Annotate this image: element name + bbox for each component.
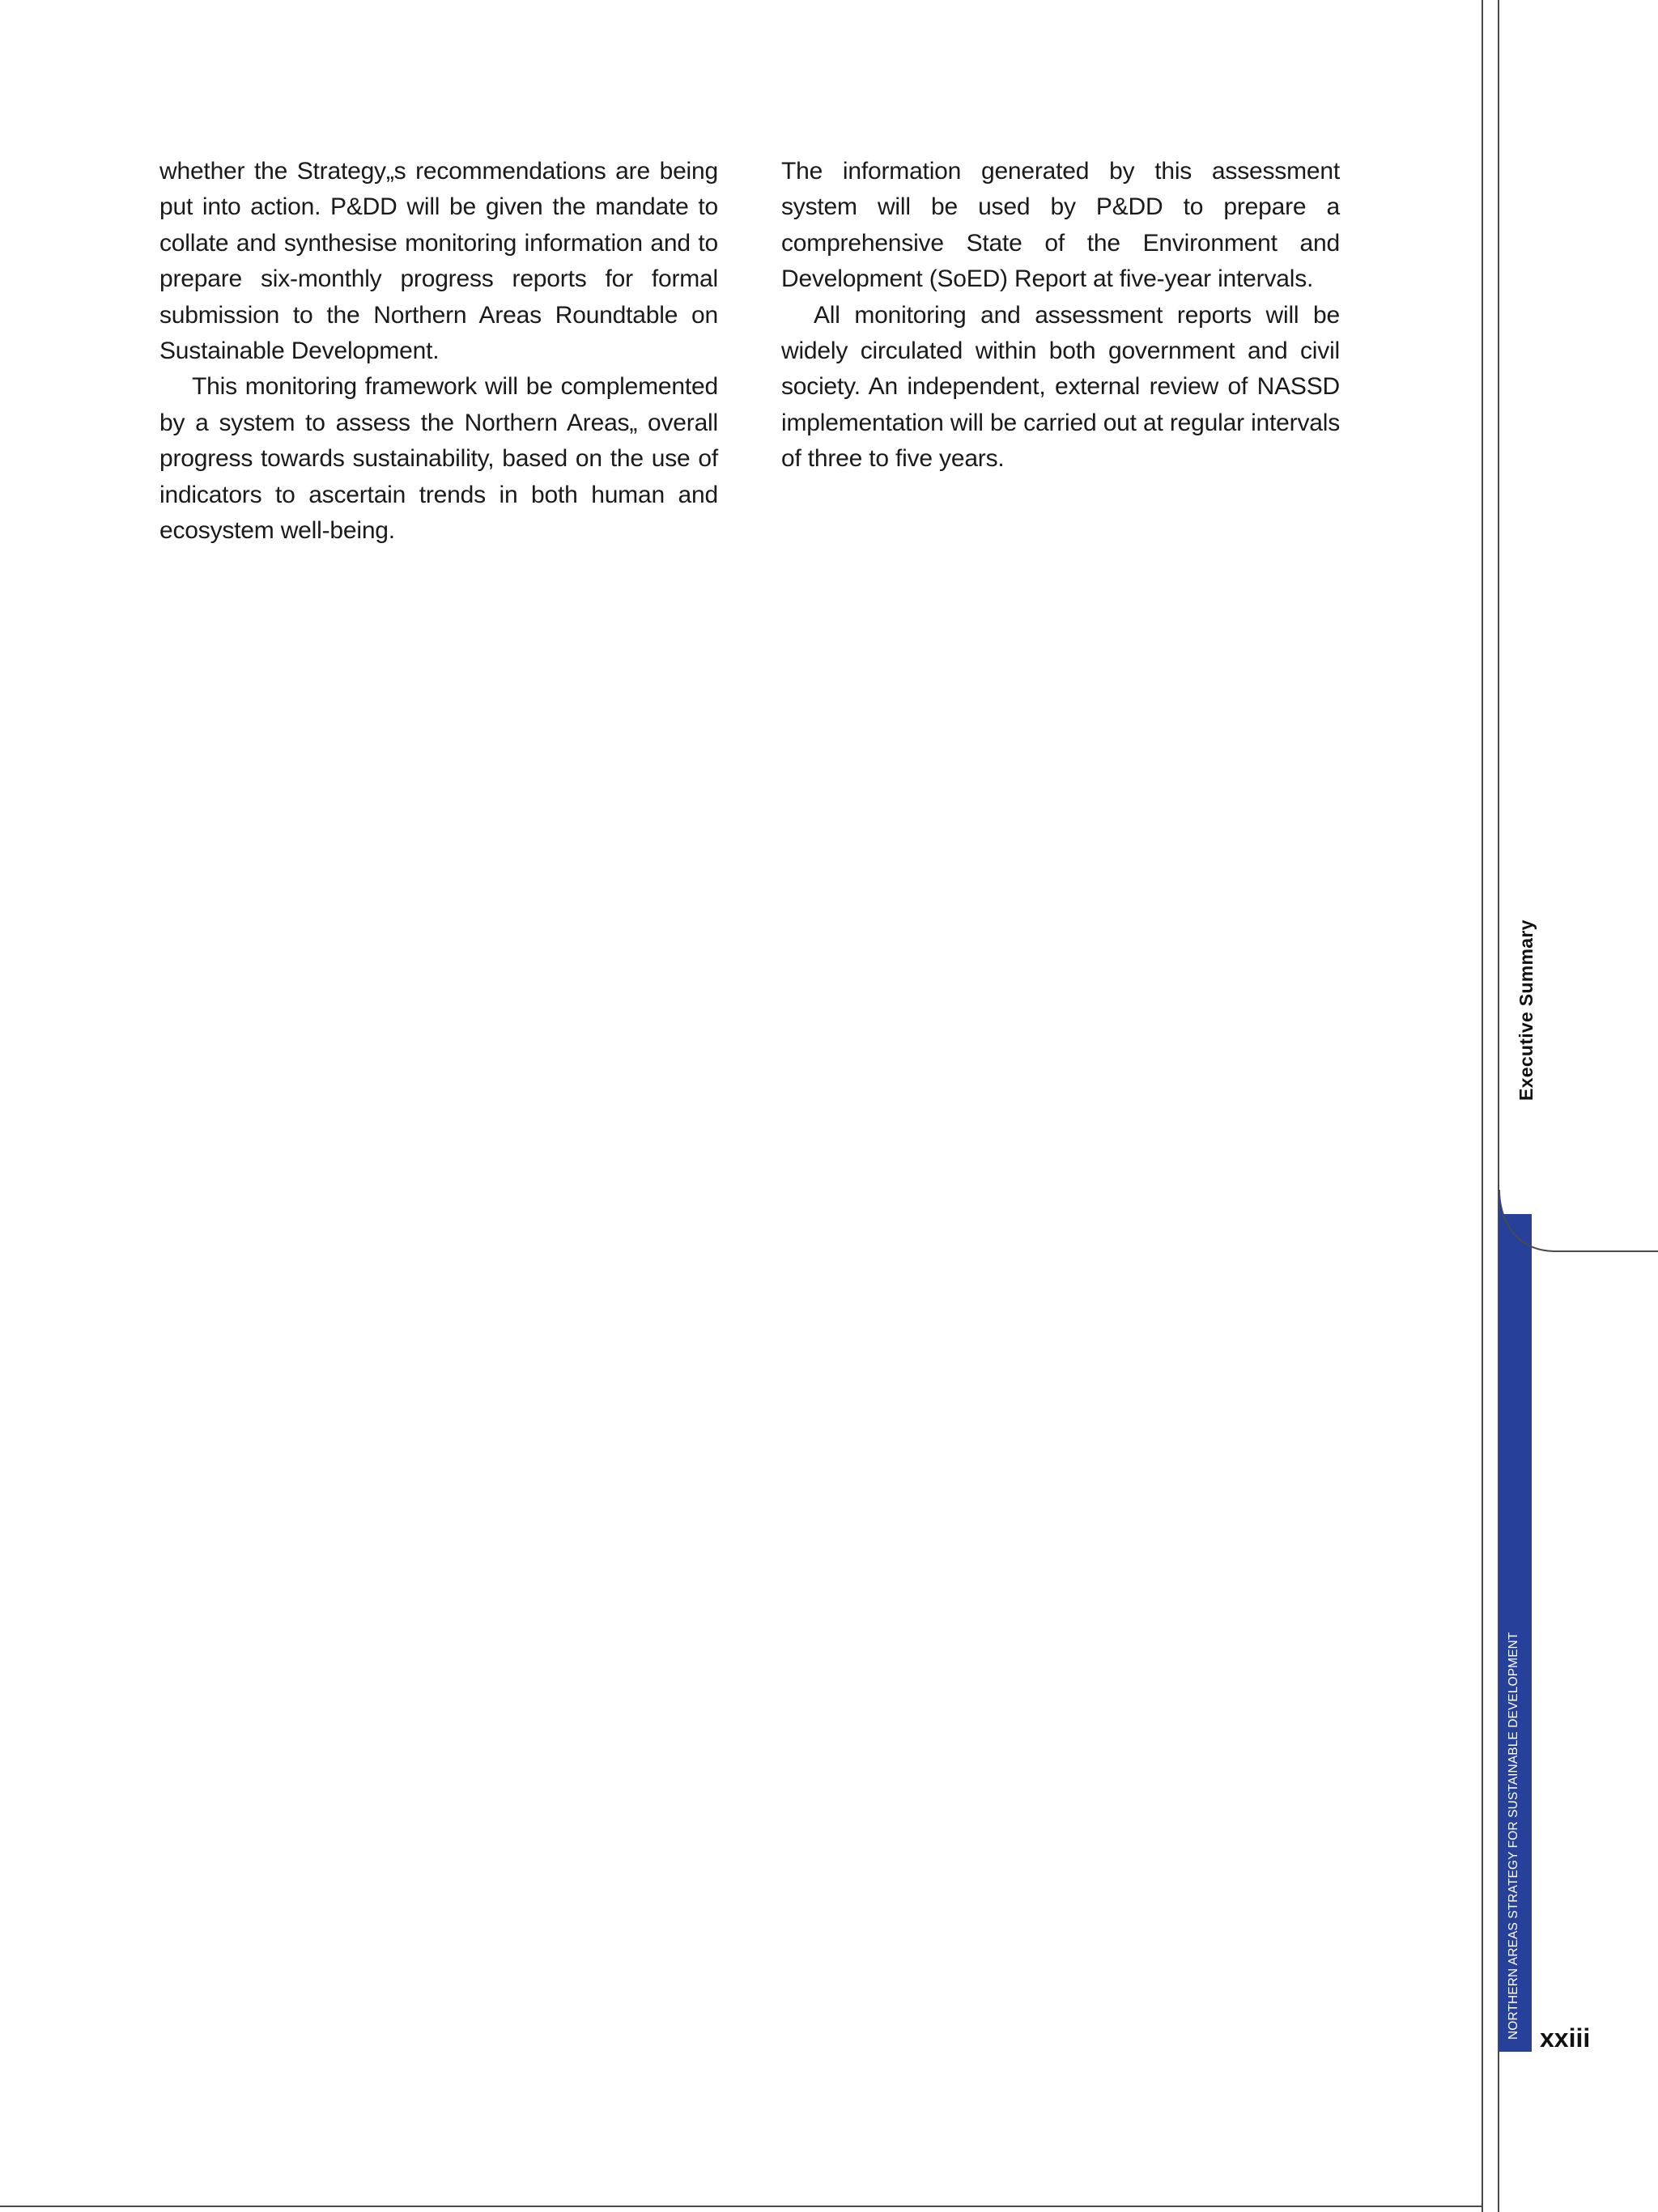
paragraph: whether the Strategy„s recommendations are being put into action. P&DD will be given the mandate to collate and synthesise monitoring information and to prepare six-monthly progress reports for formal submission to the Northern Areas Roundtable on Sustainable Development. xyxy=(159,158,718,365)
paragraph: All monitoring and assessment reports will be widely circulated within both government and civil society. An independent, external review of NASSD implementation will be carried out at regular intervals of three to five years. xyxy=(781,301,1340,473)
section-tab-divider xyxy=(1498,1190,1658,1255)
paragraph: This monitoring framework will be complemented by a system to assess the Northern Areas„ overall progress towards sustainability, based on the use of indicators to ascertain trends in both human and ecosystem well-being. xyxy=(159,373,718,545)
series-title: NORTHERN AREAS STRATEGY FOR SUSTAINABLE DEVELOPMENT xyxy=(1507,1632,1520,2040)
margin-rule-outer xyxy=(1482,0,1483,2212)
left-text-column xyxy=(159,154,718,549)
section-label: Executive Summary xyxy=(1516,919,1537,1101)
page-number: xxiii xyxy=(1540,2023,1591,2053)
paragraph: The information generated by this assessment system will be used by P&DD to prepare a comprehensive State of the Environment and Development (SoED) Report at five-year intervals. xyxy=(781,158,1340,293)
bottom-rule xyxy=(0,2206,1483,2207)
right-text-column xyxy=(781,154,1340,478)
